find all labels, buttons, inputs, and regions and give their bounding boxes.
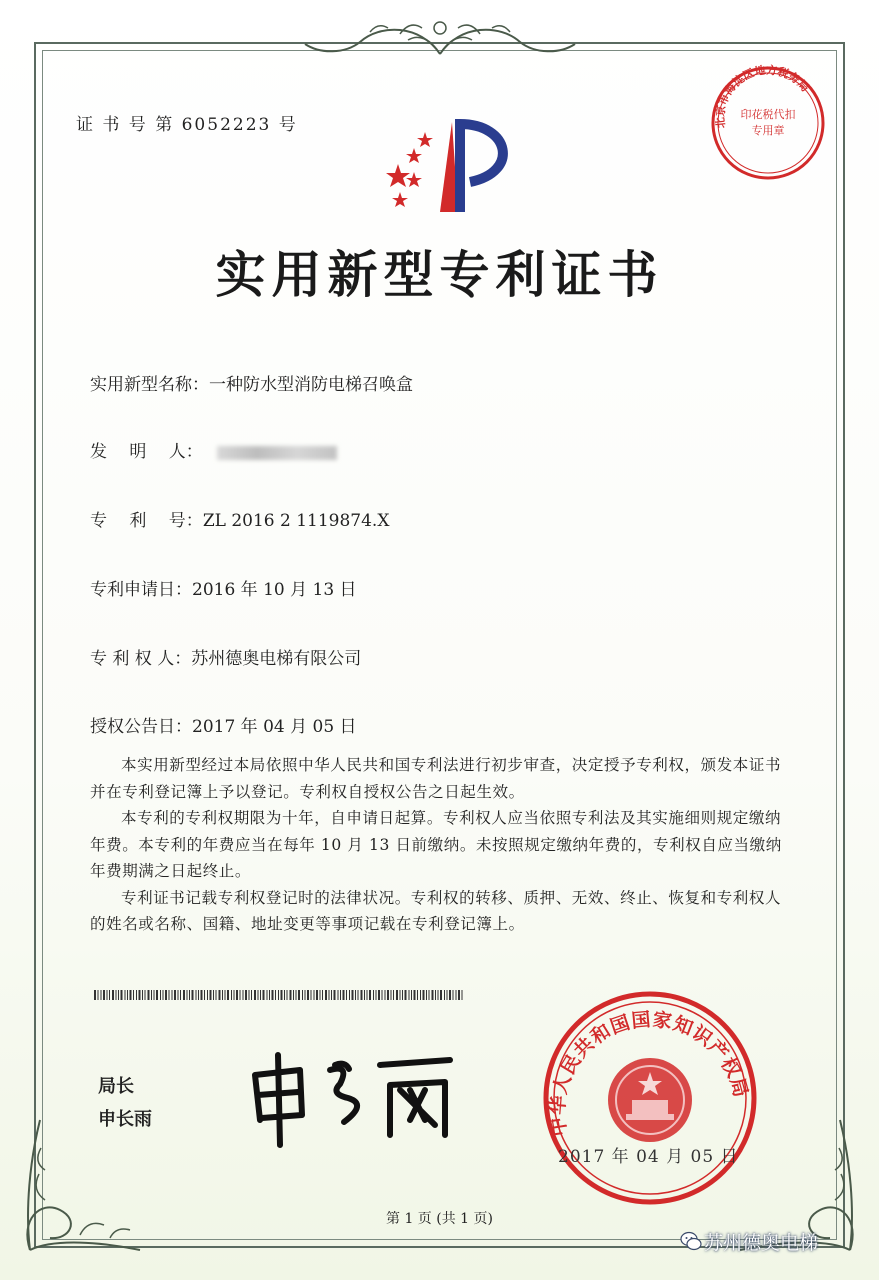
barcode-bar [98,990,99,1000]
barcode-bar [352,990,354,1000]
barcode-bar [426,990,427,1000]
paragraph-3: 专利证书记载专利权登记时的法律状况。专利权的转移、质押、无效、终止、恢复和专利权人的姓名或名称、国籍、地址变更等事项记载在专利登记簿上。 [90,888,782,933]
barcode-bar [116,990,117,1000]
barcode-bar [213,990,214,1000]
barcode-bar [376,990,377,1000]
barcode-bar [417,990,418,1000]
barcode-bar [272,990,274,1000]
barcode-bar [231,990,232,1000]
barcode-bar [227,990,229,1000]
barcode-bar [411,990,412,1000]
barcode-bar [369,990,371,1000]
barcode-bar [258,990,259,1000]
barcode-bar [216,990,217,1000]
barcode-bar [103,990,105,1000]
barcode-bar [263,990,265,1000]
barcode-bar [364,990,365,1000]
barcode-bar [178,990,179,1000]
barcode-bar [192,990,194,1000]
barcode-bar [287,990,288,1000]
barcode-bar [387,990,389,1000]
tax-seal-text: 北京市海淀区地方税务局 [713,63,812,129]
barcode-bar [165,990,167,1000]
barcode-bar [207,990,208,1000]
barcode-bar [409,990,410,1000]
barcode-bar [133,990,134,1000]
barcode-bar [385,990,386,1000]
barcode-bar [125,990,126,1000]
barcode-bar [240,990,241,1000]
barcode-bar [163,990,164,1000]
director-block [98,1070,152,1136]
barcode-bar [331,990,332,1000]
barcode-bar [346,990,347,1000]
barcode-bar [435,990,436,1000]
paragraph-2: 本专利的专利权期限为十年，自申请日起算。专利权人应当依照专利法及其实施细则规定缴纳年费。本专利的年费应当在每年 10 月 13 日前缴纳。未按照规定缴纳年费的，专利权自应当缴纳年费期满之日起终止。 [90,809,782,880]
barcode-bar [423,990,425,1000]
barcode-bar [278,990,279,1000]
barcode-bar [391,990,392,1000]
barcode-bar [440,990,442,1000]
barcode-bar [320,990,321,1000]
certificate-number: 证 书 号 第 6052223 号 [76,115,298,135]
barcode-bar [338,990,339,1000]
barcode-bar [260,990,261,1000]
barcode-bar [267,990,268,1000]
barcode-bar [400,990,401,1000]
barcode-bar [396,990,398,1000]
barcode-bar [136,990,137,1000]
barcode-bar [378,990,380,1000]
barcode-bar [284,990,285,1000]
barcode-bar [402,990,403,1000]
big-seal-text: 中华人民共和国国家知识产权局 [546,1008,753,1138]
barcode-bar [329,990,330,1000]
barcode-bar [142,990,143,1000]
field-patentee: 专 利 权 人：苏州德奥电梯有限公司 [90,649,362,669]
field-inventor: 发 明 人： [90,437,337,462]
top-ornament [300,14,580,62]
national-ip-office-seal [540,988,760,1208]
barcode-bar [373,990,374,1000]
barcode-bar [107,990,108,1000]
barcode-bar [449,990,451,1000]
barcode-bar [281,990,283,1000]
barcode-bar [187,990,188,1000]
barcode-bar [130,990,132,1000]
watermark: 苏州德奥电梯 [704,1232,819,1254]
barcode-bar [414,990,416,1000]
barcode-bar [432,990,434,1000]
patent-office-emblem-icon [370,112,520,222]
barcode-bar [245,990,247,1000]
barcode-bar [118,990,119,1000]
barcode-bar [172,990,173,1000]
barcode-bar [296,990,297,1000]
barcode-bar [447,990,448,1000]
barcode-bar [298,990,300,1000]
barcode-bar [112,990,114,1000]
barcode-bar [325,990,327,1000]
barcode-bar [334,990,336,1000]
wechat-icon [680,1230,702,1252]
barcode-bar [305,990,306,1000]
barcode-bar [462,990,463,1000]
barcode-bar [393,990,394,1000]
page-number: 第 1 页 (共 1 页) [386,1211,493,1227]
handwritten-signature [240,1030,470,1150]
field-grant-date: 授权公告日：2017 年 04 月 05 日 [90,717,357,737]
barcode-bar [438,990,439,1000]
barcode-bar [234,990,235,1000]
barcode-bar [453,990,454,1000]
barcode-bar [156,990,158,1000]
seal-date: 2017 年 04 月 05 日 [558,1147,739,1167]
barcode-bar [94,990,96,1000]
barcode-bar [367,990,368,1000]
barcode-bar [349,990,350,1000]
barcode-bar [290,990,292,1000]
barcode-bar [151,990,152,1000]
barcode-bar [249,990,250,1000]
barcode-bar [204,990,205,1000]
barcode-bar [420,990,421,1000]
director-name: 申长雨 [98,1109,152,1130]
certificate-title: 实用新型专利证书 [215,245,664,304]
barcode-bar [307,990,309,1000]
barcode-bar [222,990,223,1000]
barcode-bar [355,990,356,1000]
barcode-bar [160,990,161,1000]
barcode-bar [101,990,102,1000]
barcode-bar [251,990,252,1000]
barcode-bar [148,990,150,1000]
barcode-bar [225,990,226,1000]
certificate-body [90,752,790,938]
barcode-bar [269,990,270,1000]
barcode-bar [154,990,155,1000]
barcode-bar [169,990,170,1000]
barcode-bar [458,990,460,1000]
barcode-bar [322,990,323,1000]
director-title: 局长 [98,1076,134,1097]
barcode-bar [361,990,363,1000]
barcode-bar [180,990,181,1000]
redacted-inventor-names [217,446,337,460]
barcode-bar [293,990,294,1000]
barcode-bar [316,990,318,1000]
barcode [94,990,464,1000]
barcode-bar [275,990,276,1000]
barcode-bar [139,990,141,1000]
tax-seal-inner-text: 印花税代扣专用章 [740,108,796,137]
barcode-bar [236,990,238,1000]
barcode-bar [174,990,176,1000]
barcode-bar [302,990,303,1000]
field-patent-number: 专 利 号：ZL 2016 2 1119874.X [90,511,390,531]
barcode-bar [109,990,110,1000]
barcode-bar [121,990,123,1000]
barcode-bar [314,990,315,1000]
barcode-bar [127,990,128,1000]
barcode-bar [196,990,197,1000]
barcode-bar [254,990,256,1000]
barcode-bar [340,990,341,1000]
barcode-bar [219,990,221,1000]
barcode-bar [189,990,190,1000]
barcode-bar [382,990,383,1000]
barcode-bar [243,990,244,1000]
barcode-bar [145,990,146,1000]
barcode-bar [456,990,457,1000]
barcode-bar [343,990,345,1000]
barcode-bar [444,990,445,1000]
barcode-bar [358,990,359,1000]
barcode-bar [183,990,185,1000]
barcode-bar [201,990,203,1000]
barcode-bar [210,990,212,1000]
barcode-bar [311,990,312,1000]
paragraph-1: 本实用新型经过本局依照中华人民共和国专利法进行初步审查，决定授予专利权，颁发本证书并在专利登记簿上予以登记。专利权自授权公告之日起生效。 [90,756,782,801]
barcode-bar [429,990,430,1000]
field-application-date: 专利申请日：2016 年 10 月 13 日 [90,580,357,600]
barcode-bar [405,990,407,1000]
field-utility-model-name: 实用新型名称：一种防水型消防电梯召唤盒 [90,375,413,395]
tax-stamp-seal [708,63,828,183]
national-emblem-icon [608,1058,692,1142]
barcode-bar [198,990,199,1000]
